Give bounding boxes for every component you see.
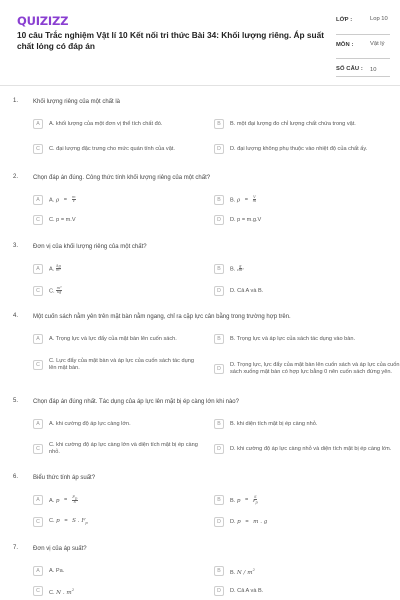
formula-equals: = bbox=[64, 517, 68, 524]
subject-value: Vật lý bbox=[370, 41, 385, 47]
option-a[interactable] bbox=[33, 416, 207, 432]
question-text: Đơn vị của áp suất? bbox=[33, 546, 87, 552]
fraction-numerator: V bbox=[253, 194, 256, 199]
worksheet-header bbox=[0, 0, 400, 84]
question-text: Chọn đáp án đúng. Công thức tính khối lượng riêng của một chất? bbox=[33, 175, 211, 181]
option-letter: B bbox=[214, 566, 224, 576]
fraction-denominator: m bbox=[252, 199, 257, 204]
option-prefix: B. bbox=[230, 569, 236, 576]
option-a[interactable] bbox=[33, 563, 207, 579]
option-a[interactable] bbox=[33, 192, 207, 208]
formula-option bbox=[230, 519, 388, 526]
formula-fraction bbox=[72, 196, 76, 204]
option-letter: C bbox=[33, 586, 43, 596]
subject-underline bbox=[336, 58, 390, 59]
option-letter: B bbox=[214, 195, 224, 205]
question-text: Biểu thức tính áp suất? bbox=[33, 475, 96, 481]
option-d[interactable] bbox=[214, 212, 388, 228]
option-c[interactable] bbox=[33, 514, 207, 530]
option-text: D. đại lượng không phụ thuộc vào nhiệt độ của chất ấy. bbox=[230, 145, 368, 152]
option-letter: A bbox=[33, 495, 43, 505]
option-d[interactable] bbox=[214, 283, 388, 299]
question-number: 3. bbox=[13, 243, 19, 249]
option-letter: B bbox=[214, 419, 224, 429]
option-c[interactable] bbox=[33, 357, 199, 373]
question-number: 7. bbox=[13, 545, 19, 551]
option-a[interactable] bbox=[33, 116, 207, 132]
option-b[interactable] bbox=[214, 261, 388, 277]
question-number: 2. bbox=[13, 174, 19, 180]
question-count-underline bbox=[336, 76, 390, 77]
option-b[interactable] bbox=[214, 192, 388, 208]
fraction-numerator: m³ bbox=[56, 285, 62, 290]
grade-underline bbox=[336, 34, 390, 35]
formula-lhs: ρ bbox=[236, 197, 241, 204]
formula-lhs: p bbox=[56, 517, 60, 524]
option-c[interactable] bbox=[33, 283, 207, 299]
formula-fraction bbox=[72, 496, 78, 505]
option-text: A. Pa. bbox=[49, 567, 65, 574]
formula-rhs: S . F bbox=[72, 517, 86, 524]
option-letter: D bbox=[214, 444, 224, 454]
denominator-symbol: F bbox=[252, 499, 256, 504]
option-d[interactable] bbox=[214, 441, 400, 457]
option-letter: C bbox=[33, 215, 43, 225]
option-prefix: C. bbox=[49, 589, 55, 596]
question-text: Chọn đáp án đúng nhất. Tác dụng của áp lực lên mặt bị ép càng lớn khi nào? bbox=[33, 399, 239, 405]
option-b[interactable] bbox=[214, 492, 388, 508]
option-text: B. khi diện tích mặt bị ép càng nhỏ. bbox=[230, 420, 318, 427]
option-a[interactable] bbox=[33, 331, 219, 347]
formula-equals: = bbox=[244, 197, 248, 204]
formula-fraction bbox=[237, 265, 244, 273]
formula-option bbox=[49, 586, 207, 597]
option-prefix: C. bbox=[49, 288, 55, 295]
option-letter: B bbox=[214, 334, 224, 344]
formula-option bbox=[49, 265, 207, 274]
numerator-subscript: p bbox=[74, 495, 78, 501]
option-letter: B bbox=[214, 495, 224, 505]
formula-option bbox=[230, 196, 388, 205]
formula-fraction bbox=[253, 496, 258, 505]
option-text: C. đại lượng đặc trưng cho mức quán tính của vật. bbox=[49, 145, 175, 152]
option-letter: D bbox=[214, 586, 224, 596]
formula-option bbox=[49, 287, 207, 296]
question-number: 4. bbox=[13, 313, 19, 319]
fraction-denominator: kg bbox=[56, 290, 62, 295]
formula-option bbox=[49, 196, 207, 205]
option-letter: A bbox=[33, 419, 43, 429]
fraction-numerator: m bbox=[72, 194, 76, 199]
numerator-symbol: F bbox=[72, 494, 75, 499]
option-letter: A bbox=[33, 264, 43, 274]
option-text: A. khối lượng của một đơn vị thể tích chất đó. bbox=[49, 120, 163, 127]
formula-rhs: m . g bbox=[253, 518, 268, 525]
formula-lhs: p bbox=[237, 518, 241, 525]
fraction-denominator: m³ bbox=[56, 268, 62, 273]
option-text: B. Trọng lực và áp lực của sách tác dụng vào bàn. bbox=[230, 335, 356, 342]
question-count-value: 10 bbox=[370, 67, 377, 73]
option-prefix: A. bbox=[49, 197, 55, 204]
option-b[interactable] bbox=[214, 416, 388, 432]
option-text: B. một đại lượng đo chỉ lượng chất chứa trong vật. bbox=[230, 120, 356, 127]
quizizz-logo: QUIZIZZ bbox=[17, 14, 69, 28]
option-letter: D bbox=[214, 215, 224, 225]
option-c[interactable] bbox=[33, 441, 207, 457]
formula-option bbox=[230, 265, 388, 274]
formula-fraction bbox=[253, 196, 257, 204]
option-letter: B bbox=[214, 119, 224, 129]
formula-equals: = bbox=[245, 497, 249, 504]
option-letter: A bbox=[33, 119, 43, 129]
option-text: D. Cả A và B. bbox=[230, 287, 264, 294]
option-prefix: B. bbox=[230, 197, 236, 204]
option-letter: C bbox=[33, 144, 43, 154]
formula-equals: = bbox=[245, 518, 249, 525]
formula-lhs: ρ bbox=[55, 197, 60, 204]
option-text: D. khi cường độ áp lực càng nhỏ và diện tích mặt bị ép càng lớn. bbox=[230, 445, 392, 452]
option-prefix: C. bbox=[49, 517, 55, 524]
option-b[interactable] bbox=[214, 563, 388, 579]
formula-rhs: N . m bbox=[56, 589, 72, 596]
option-c[interactable] bbox=[33, 141, 219, 157]
option-letter: C bbox=[33, 444, 43, 454]
option-prefix: A. bbox=[49, 497, 55, 504]
worksheet-title: 10 câu Trắc nghiệm Vật lí 10 Kết nối tri thức Bài 34: Khối lượng riêng. Áp suất chất lỏng có đáp án bbox=[17, 30, 324, 51]
question-text: Khối lượng riêng của một chất là bbox=[33, 99, 120, 105]
option-letter: D bbox=[214, 517, 224, 527]
fraction-denominator: cm³ bbox=[236, 268, 244, 273]
grade-value: Lop 10 bbox=[370, 16, 388, 22]
question-number: 6. bbox=[13, 474, 19, 480]
fraction-numerator: kg bbox=[56, 263, 61, 268]
option-text: C. p = m.V bbox=[49, 216, 76, 223]
question-count-label: SỐ CÂU : bbox=[336, 66, 363, 72]
option-text: C. Lực đẩy của mặt bàn và áp lực của cuốn sách tác dụng lên mặt bàn. bbox=[49, 358, 194, 371]
question-number: 5. bbox=[13, 398, 19, 404]
formula-option bbox=[49, 518, 207, 526]
formula-equals: = bbox=[64, 497, 68, 504]
option-letter: A bbox=[33, 334, 43, 344]
option-prefix: D. bbox=[230, 518, 236, 525]
formula-subscript: p bbox=[85, 520, 88, 526]
formula-option bbox=[230, 566, 388, 577]
option-letter: A bbox=[33, 195, 43, 205]
option-c[interactable] bbox=[33, 212, 207, 228]
option-d[interactable] bbox=[214, 514, 388, 530]
fraction-denominator: V bbox=[72, 199, 76, 204]
fraction-denominator bbox=[253, 500, 258, 504]
option-text: D. p = m.g.V bbox=[230, 216, 262, 223]
option-text: D. Trọng lực, lực đẩy của mặt bàn lên cuốn sách và áp lực của cuốn sách xuống mặt bàn có hợp lực bằng 0 nên cuốn sách đứng yên. bbox=[230, 362, 400, 375]
header-divider bbox=[0, 85, 400, 86]
option-d[interactable] bbox=[214, 583, 388, 599]
option-b[interactable] bbox=[214, 331, 400, 347]
option-letter: D bbox=[214, 364, 224, 374]
option-prefix: B. bbox=[230, 497, 236, 504]
option-text: A. Trọng lực và lực đẩy của mặt bàn lên cuốn sách. bbox=[49, 335, 177, 342]
fraction-numerator: g bbox=[239, 263, 242, 268]
formula-equals: = bbox=[63, 197, 67, 204]
option-letter: B bbox=[214, 264, 224, 274]
formula-rhs: N / m bbox=[236, 569, 253, 576]
subject-label: MÔN : bbox=[336, 42, 354, 48]
option-c[interactable] bbox=[33, 583, 207, 599]
option-letter: C bbox=[33, 360, 43, 370]
formula-lhs: p bbox=[55, 497, 60, 504]
option-prefix: A. bbox=[49, 266, 55, 273]
option-d[interactable] bbox=[214, 361, 400, 377]
option-letter: C bbox=[33, 286, 43, 296]
formula-option bbox=[49, 496, 207, 505]
option-letter: D bbox=[214, 144, 224, 154]
option-prefix: B. bbox=[230, 266, 236, 273]
denominator-subscript: p bbox=[255, 499, 258, 505]
option-letter: D bbox=[214, 286, 224, 296]
option-b[interactable] bbox=[214, 116, 400, 132]
fraction-denominator: S bbox=[73, 499, 77, 504]
option-letter: C bbox=[33, 517, 43, 527]
question-number: 1. bbox=[13, 98, 19, 104]
formula-fraction bbox=[56, 287, 62, 295]
formula-superscript: 2 bbox=[252, 566, 255, 572]
option-a[interactable] bbox=[33, 261, 207, 277]
option-text: D. Cả A và B. bbox=[230, 587, 264, 594]
question-text: Một cuốn sách nằm yên trên mặt bàn nằm ngang, chỉ ra cặp lực cân bằng trong trường hợp trên. bbox=[33, 314, 291, 320]
option-text: A. khi cường độ áp lực càng lớn. bbox=[49, 420, 131, 427]
formula-option bbox=[230, 496, 388, 505]
fraction-numerator: S bbox=[254, 494, 257, 499]
option-letter: A bbox=[33, 566, 43, 576]
grade-label: LỚP : bbox=[336, 17, 353, 23]
formula-superscript: 2 bbox=[71, 586, 75, 592]
option-a[interactable] bbox=[33, 492, 207, 508]
formula-fraction bbox=[56, 265, 61, 273]
option-text: C. khi cường độ áp lực càng lớn và diện tích mặt bị ép càng nhỏ. bbox=[49, 442, 198, 455]
option-d[interactable] bbox=[214, 141, 388, 157]
formula-lhs: p bbox=[236, 497, 241, 504]
question-text: Đơn vị của khối lượng riêng của một chất? bbox=[33, 244, 147, 250]
